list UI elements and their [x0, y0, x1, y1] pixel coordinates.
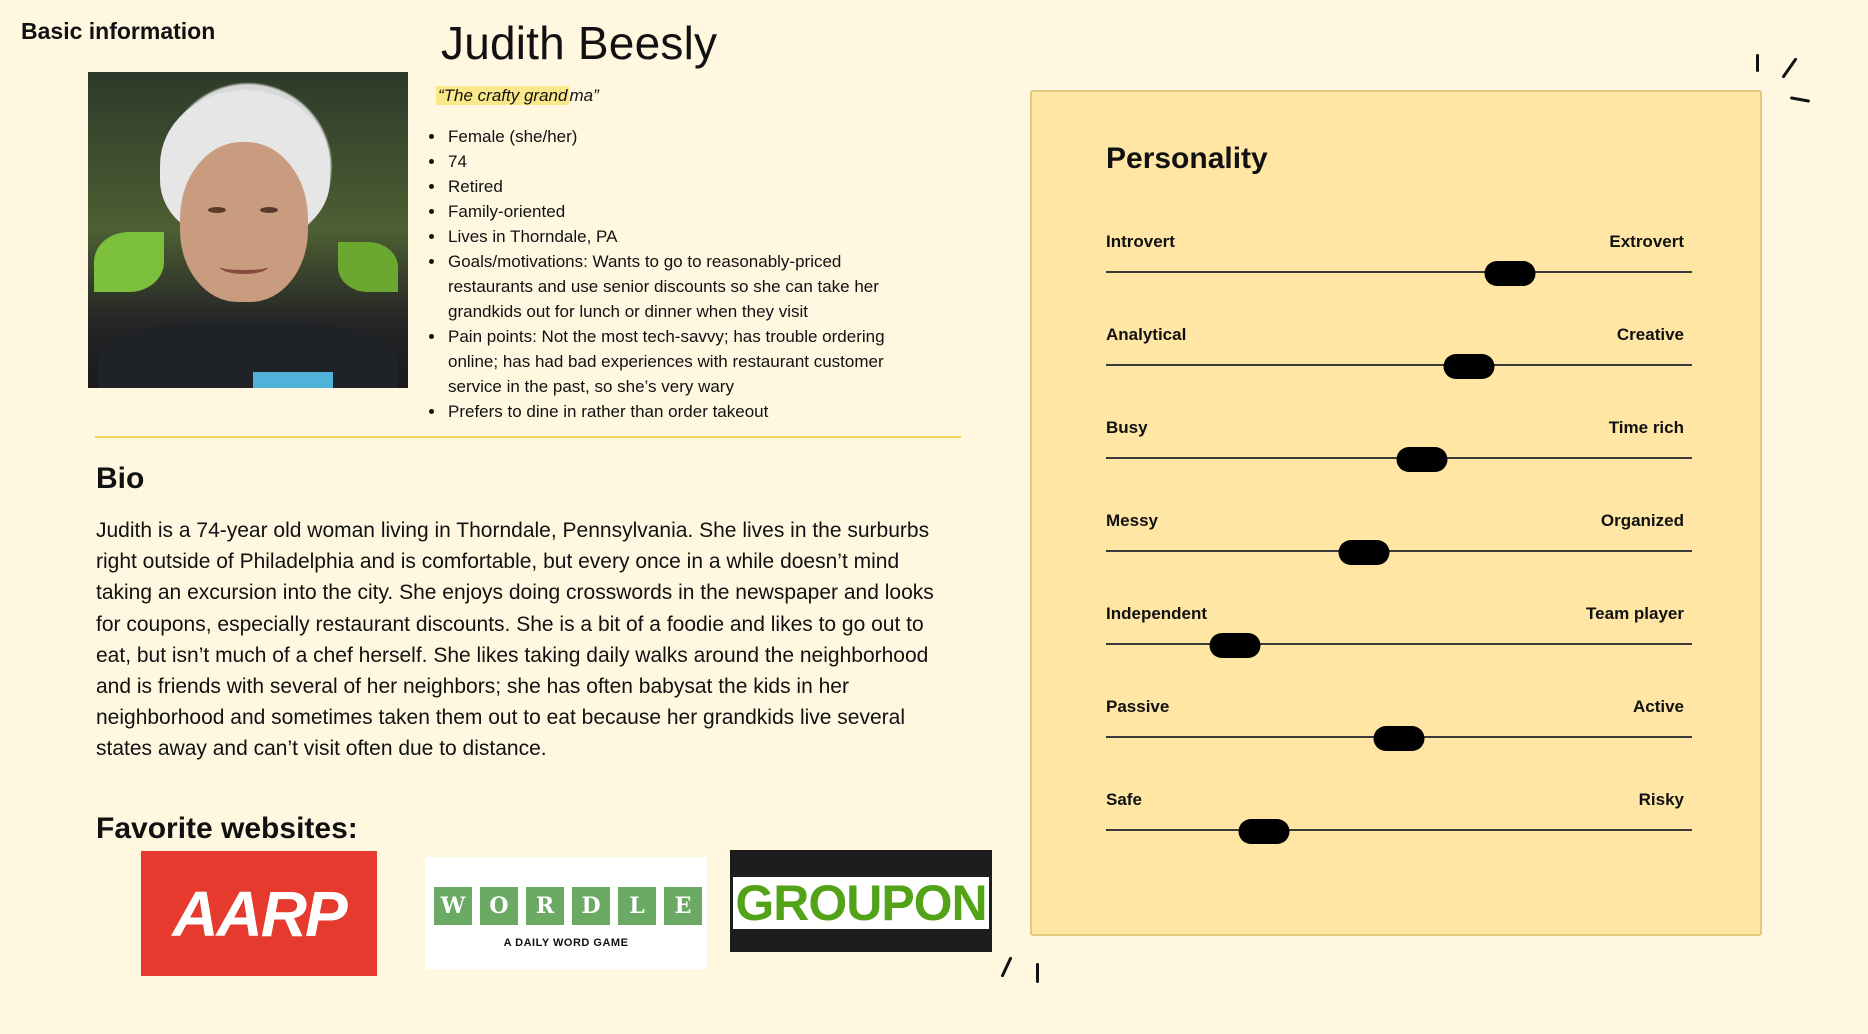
persona-name: Judith Beesly	[441, 17, 718, 69]
wordle-tile: W	[434, 887, 472, 925]
groupon-logo-text: GROUPON	[735, 875, 987, 931]
section-label: Basic information	[21, 18, 216, 44]
slider-knob	[1209, 633, 1260, 658]
persona-quote	[436, 86, 599, 106]
fact-item: • Goals/motivations: Wants to go to reasonably-priced restaurants and use senior discounts so she can take her grandkids out for lunch or dinner when they visit	[446, 249, 926, 324]
personality-slider	[1106, 418, 1692, 478]
sparkle-mark	[1756, 54, 1759, 72]
slider-knob	[1397, 447, 1448, 472]
slider-knob	[1485, 261, 1536, 286]
slider-left-label: Busy	[1106, 418, 1148, 437]
sparkle-mark	[1781, 57, 1797, 78]
slider-right-label: Team player	[1586, 604, 1684, 623]
wordle-subtitle: A DAILY WORD GAME	[503, 937, 629, 949]
personality-title: Personality	[1106, 142, 1268, 175]
personality-slider	[1106, 325, 1692, 385]
slider-right-label: Creative	[1616, 325, 1684, 344]
wordle-tile: L	[618, 887, 656, 925]
bio-text: Judith is a 74-year old woman living in Thorndale, Pennsylvania. She lives in the surburbs right outside of Philadelphia and is comfortable, but every once in a while doesn’t mind taking an excursion into the city. She enjoys doing crosswords in the newspaper and looks for coupons, especially restaurant discounts. She is a bit of a foodie and likes to go out to eat, but isn’t much of a chef herself. She likes taking daily walks around the neighborhood and is friends with several of her neighbors; she has often babysat the kids in her neighborhood and sometimes taken them out to eat because her grandkids live several states away and can’t visit often due to distance.	[96, 519, 934, 761]
persona-facts	[428, 124, 926, 424]
slider-right-label: Organized	[1600, 511, 1684, 530]
fact-item: • Pain points: Not the most tech-savvy; has trouble ordering online; has had bad experiences with restaurant customer service in the past, so she’s very wary	[446, 324, 926, 399]
aarp-logo-text: AARP	[172, 877, 346, 950]
personality-panel	[1030, 90, 1762, 936]
slider-track	[1106, 829, 1692, 831]
slider-left-label: Analytical	[1106, 325, 1187, 344]
personality-slider	[1106, 697, 1692, 757]
sparkle-mark	[1000, 956, 1012, 977]
slider-right-label: Risky	[1638, 790, 1684, 809]
slider-left-label: Messy	[1106, 511, 1158, 530]
slider-knob	[1239, 819, 1290, 844]
aarp-logo	[141, 851, 377, 976]
wordle-tile: D	[572, 887, 610, 925]
divider	[95, 436, 961, 438]
personality-slider	[1106, 790, 1692, 850]
fact-item: • Family-oriented	[446, 199, 926, 224]
favorite-websites-title: Favorite websites:	[96, 812, 358, 845]
wordle-logo	[425, 857, 707, 969]
quote-rest: ma”	[569, 86, 599, 105]
persona-photo	[88, 72, 408, 388]
wordle-tile: O	[480, 887, 518, 925]
slider-left-label: Independent	[1106, 604, 1208, 623]
quote-highlight: “The crafty grand	[438, 86, 568, 105]
sparkle-mark	[1790, 96, 1810, 102]
groupon-logo	[730, 850, 992, 952]
wordle-tile: R	[526, 887, 564, 925]
slider-track	[1106, 550, 1692, 552]
fact-item: • Retired	[446, 174, 926, 199]
slider-knob	[1374, 726, 1425, 751]
personality-slider	[1106, 511, 1692, 571]
slider-right-label: Active	[1632, 697, 1684, 716]
fact-item: • Prefers to dine in rather than order takeout	[446, 399, 926, 424]
personality-slider	[1106, 232, 1692, 292]
slider-right-label: Time rich	[1608, 418, 1684, 437]
bio-title: Bio	[96, 462, 145, 495]
fact-item: • Female (she/her)	[446, 124, 926, 149]
fact-item: • Lives in Thorndale, PA	[446, 224, 926, 249]
slider-knob	[1444, 354, 1495, 379]
slider-track	[1106, 364, 1692, 366]
slider-track	[1106, 271, 1692, 273]
slider-left-label: Safe	[1106, 790, 1142, 809]
slider-right-label: Extrovert	[1609, 232, 1684, 251]
slider-knob	[1338, 540, 1389, 565]
sparkle-mark	[1036, 963, 1039, 983]
wordle-tile: E	[664, 887, 702, 925]
slider-left-label: Passive	[1106, 697, 1170, 716]
personality-slider	[1106, 604, 1692, 664]
slider-left-label: Introvert	[1106, 232, 1175, 251]
fact-item: • 74	[446, 149, 926, 174]
slider-track	[1106, 643, 1692, 645]
